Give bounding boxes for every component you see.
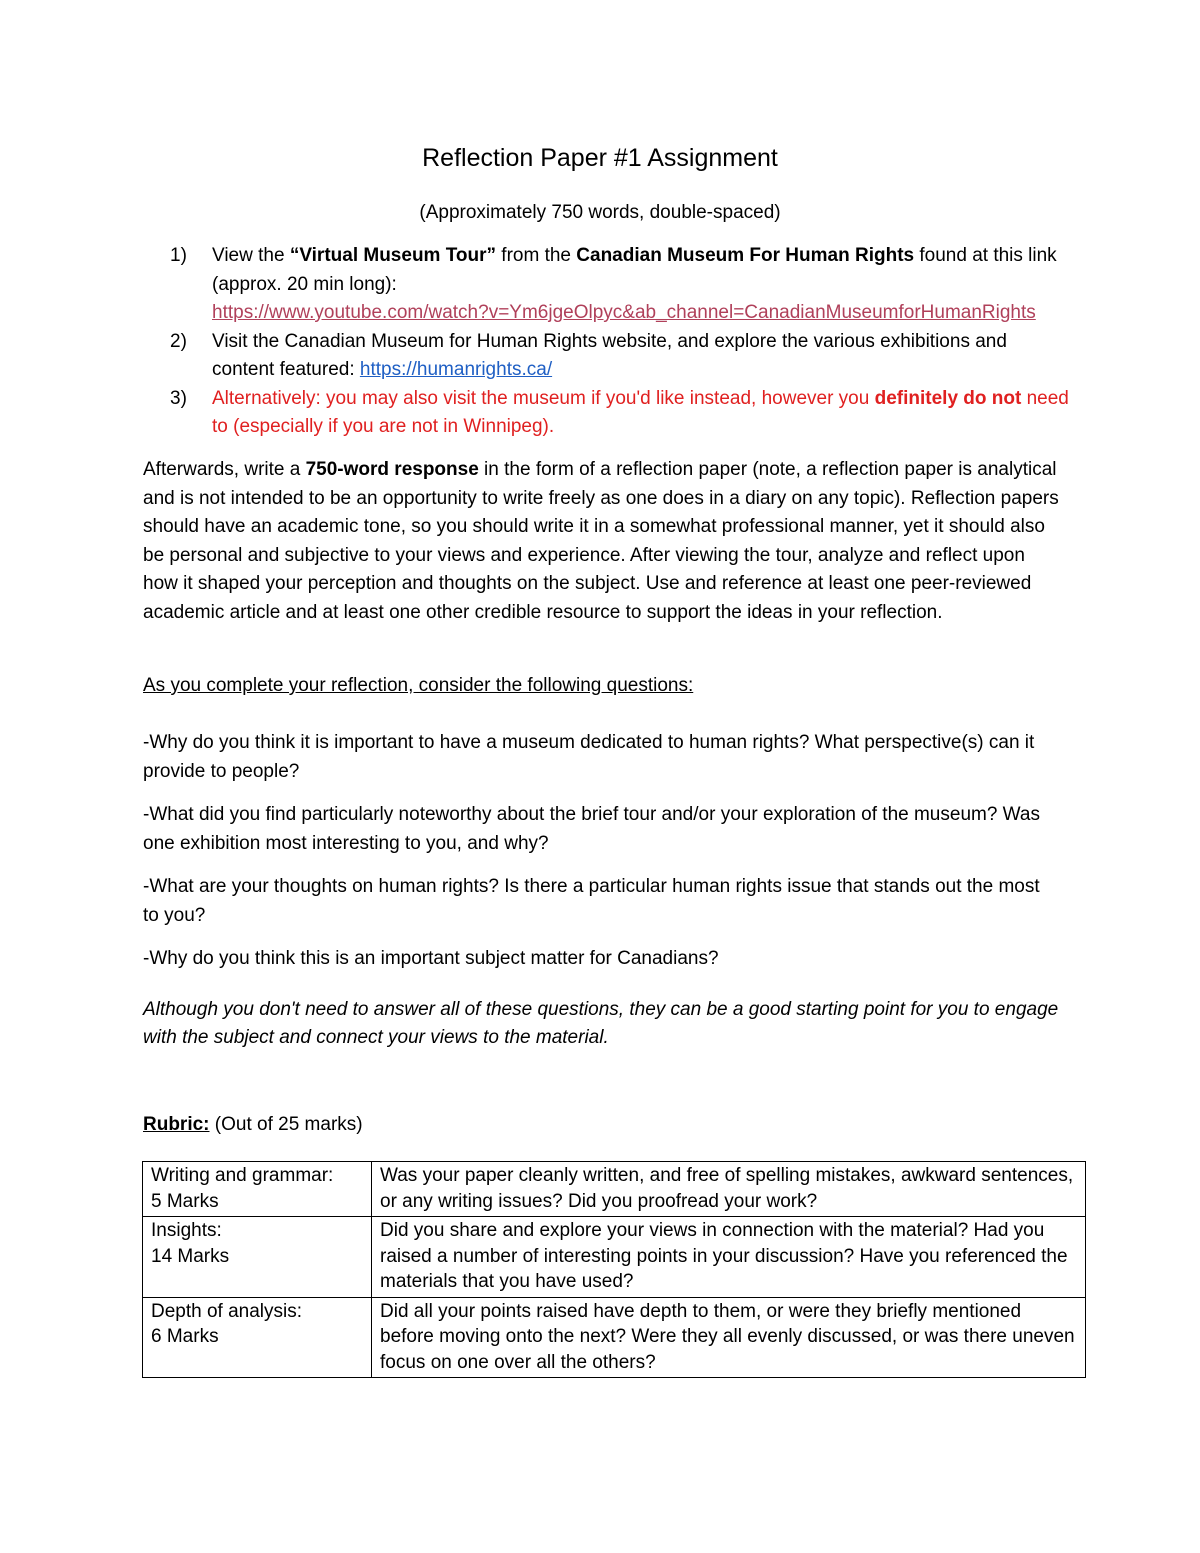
criterion-cell	[143, 1217, 372, 1298]
criterion-name: Writing and grammar:	[151, 1165, 334, 1186]
closing-note: Although you don't need to answer all of these questions, they can be a good starting point for you to engage with the subject and connect your views to the material.	[143, 999, 1059, 1048]
step-item-2	[170, 328, 1070, 385]
rubric-heading	[143, 1111, 363, 1139]
steps-list	[170, 242, 1070, 442]
step-text: Visit the Canadian Museum for Human Rights website, and explore the various exhibitions and content featured:	[212, 330, 1007, 380]
question-item: -What are your thoughts on human rights? Is there a particular human rights issue that stands out the most to you?	[143, 876, 1040, 926]
description-cell: Was your paper cleanly written, and free of spelling mistakes, awkward sentences, or any writing issues? Did you proofread your work?	[372, 1162, 1086, 1217]
question-item: -Why do you think this is an important subject matter for Canadians?	[143, 948, 719, 969]
criterion-name: Insights:	[151, 1220, 222, 1241]
step-text: found at this link (approx. 20 min long):	[212, 245, 1057, 295]
instructions-paragraph	[143, 456, 1063, 628]
youtube-link[interactable]: https://www.youtube.com/watch?v=Ym6jgeOlpyc&ab_channel=CanadianMuseumforHumanRights	[212, 302, 1036, 323]
step-bold-text: “Virtual Museum Tour”	[289, 245, 497, 266]
description-cell: Did all your points raised have depth to them, or were they briefly mentioned before moving onto the next? Were they all evenly discussed, or was there uneven focus on one over all the others?	[372, 1297, 1086, 1378]
step-text: need to (especially if you are not in Winnipeg).	[212, 387, 1069, 437]
step-text: View the	[212, 245, 290, 266]
question-item: -Why do you think it is important to have a museum dedicated to human rights? What perspective(s) can it provide to people?	[143, 732, 1035, 782]
step-text: Alternatively: you may also visit the museum if you'd like instead, however you	[212, 387, 875, 409]
step-number: 1)	[170, 245, 187, 266]
rubric-table	[142, 1161, 1086, 1378]
paragraph-text: Afterwards, write a	[143, 459, 306, 480]
criterion-marks: 5 Marks	[151, 1190, 219, 1212]
table-row	[143, 1162, 1086, 1217]
table-row	[143, 1297, 1086, 1378]
document-subtitle: (Approximately 750 words, double-spaced)	[419, 202, 781, 223]
humanrights-website-link[interactable]: https://humanrights.ca/	[359, 359, 553, 380]
criterion-marks: 6 Marks	[151, 1326, 219, 1347]
paragraph-text: in the form of a reflection paper (note, a reflection paper is analytical and is not intended to be an opportunity to write freely as one does in a diary on any topic). Reflection papers should have an academic tone, so you should write it in a somewhat professional manner, yet it should also be personal and subjective to your views and experience. After viewing the tour, analyze and reflect upon how it shaped your perception and thoughts on the subject. Use and reference at least one peer-reviewed academic article and at least one other credible resource to support the ideas in your reflection.	[143, 459, 1059, 623]
criterion-cell	[143, 1162, 372, 1217]
step-bold-text: Canadian Museum For Human Rights	[576, 245, 915, 266]
step-bold-text: definitely do not	[874, 387, 1022, 409]
criterion-name: Depth of analysis:	[151, 1300, 303, 1322]
step-number: 3)	[170, 387, 187, 409]
description-cell: Did you share and explore your views in connection with the material? Had you raised a number of interesting points in your discussion? Have you referenced the materials that you have used?	[372, 1217, 1086, 1298]
step-number: 2)	[170, 330, 187, 352]
table-row	[143, 1217, 1086, 1298]
rubric-label: Rubric:	[143, 1114, 210, 1135]
criterion-cell	[143, 1297, 372, 1378]
rubric-total: (Out of 25 marks)	[209, 1114, 363, 1135]
question-item: -What did you find particularly noteworthy about the brief tour and/or your exploration of the museum? Was one exhibition most interesting to you, and why?	[143, 804, 1040, 854]
step-item-1	[170, 242, 1070, 328]
step-text: from the	[496, 245, 577, 266]
step-item-3	[170, 385, 1070, 442]
paragraph-bold-text: 750-word response	[305, 459, 479, 480]
document-title: Reflection Paper #1 Assignment	[422, 144, 778, 172]
criterion-marks: 14 Marks	[151, 1245, 230, 1267]
questions-heading: As you complete your reflection, consider the following questions:	[143, 675, 694, 696]
